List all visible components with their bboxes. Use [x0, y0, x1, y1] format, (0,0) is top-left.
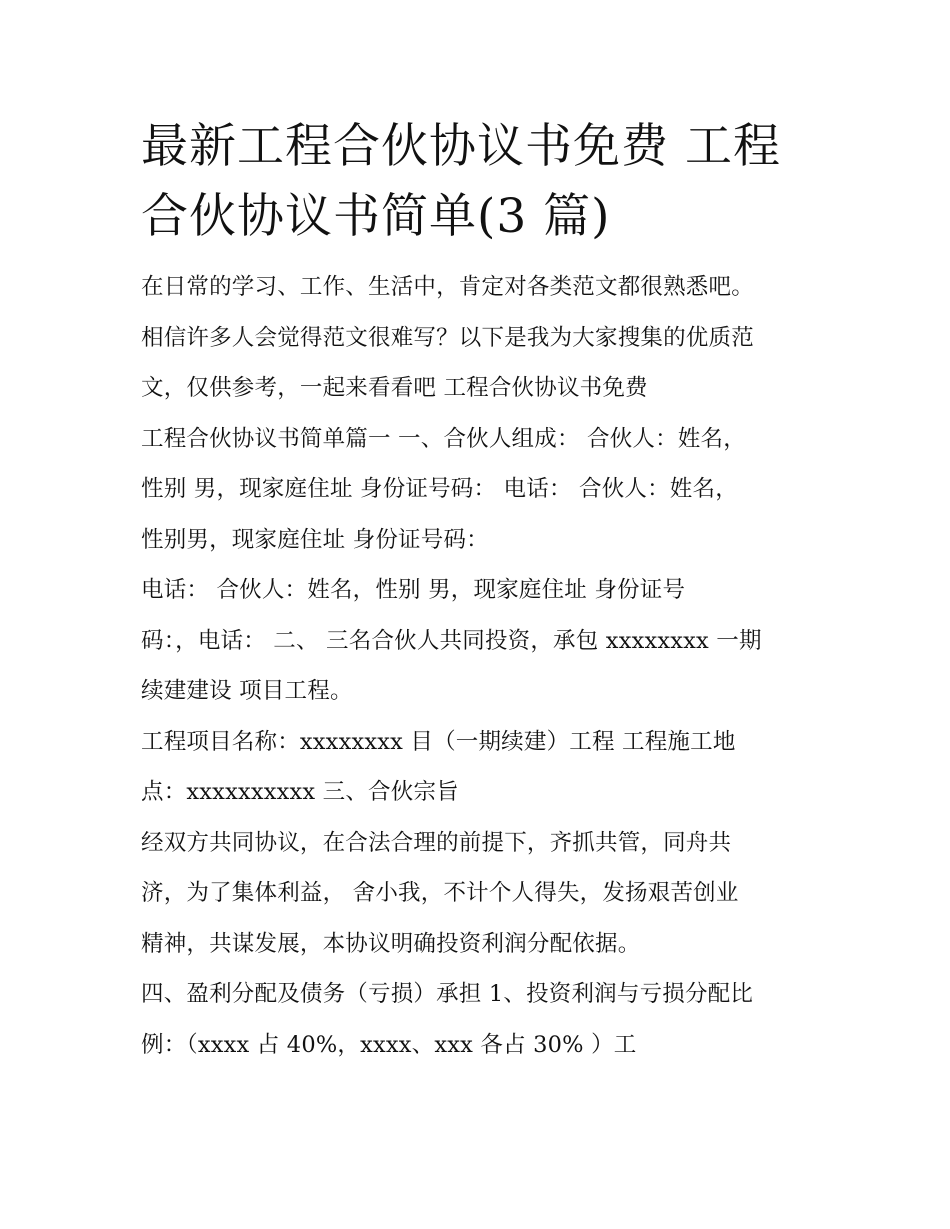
body-line: 性别男，现家庭住址 身份证号码：	[141, 526, 489, 553]
body-line: 点：xxxxxxxxxx 三、合伙宗旨	[141, 779, 459, 805]
body-line: 性别 男，现家庭住址 身份证号码： 电话： 合伙人：姓名，	[141, 476, 738, 502]
body-line: 经双方共同协议，在合法合理的前提下，齐抓共管，同舟共	[141, 829, 732, 856]
body-line: 相信许多人会觉得范文很难写？以下是我为大家搜集的优质范	[141, 324, 754, 351]
document-page	[141, 112, 821, 1070]
document-body	[141, 262, 821, 1070]
body-line: 工程项目名称：xxxxxxxx 目（一期续建）工程 工程施工地	[141, 728, 736, 755]
body-line: 在日常的学习、工作、生活中，肯定对各类范文都很熟悉吧。	[141, 274, 754, 300]
body-line: 码：，电话： 二、 三名合伙人共同投资，承包 xxxxxxxx 一期	[141, 627, 762, 654]
body-line: 济，为了集体利益， 舍小我，不计个人得失，发扬艰苦创业	[141, 880, 739, 906]
body-line: 工程合伙协议书简单篇一 一、合伙人组成： 合伙人：姓名，	[141, 425, 746, 452]
title-line: 合伙协议书简单(3 篇)	[141, 189, 611, 244]
body-line: 文，仅供参考，一起来看看吧 工程合伙协议书免费	[141, 375, 648, 401]
body-line: 四、盈利分配及债务（亏损）承担 1、投资利润与亏损分配比	[141, 981, 754, 1007]
body-line: 例：（xxxx 占 40%，xxxx、xxx 各占 30% ）工	[141, 1031, 637, 1058]
body-line: 精神，共谋发展，本协议明确投资利润分配依据。	[141, 930, 641, 957]
document-title	[141, 112, 821, 252]
body-line: 电话： 合伙人：姓名，性别 男，现家庭住址 身份证号	[141, 577, 686, 603]
title-line: 最新工程合伙协议书免费 工程	[141, 119, 781, 174]
body-line: 续建建设 项目工程。	[141, 678, 353, 704]
